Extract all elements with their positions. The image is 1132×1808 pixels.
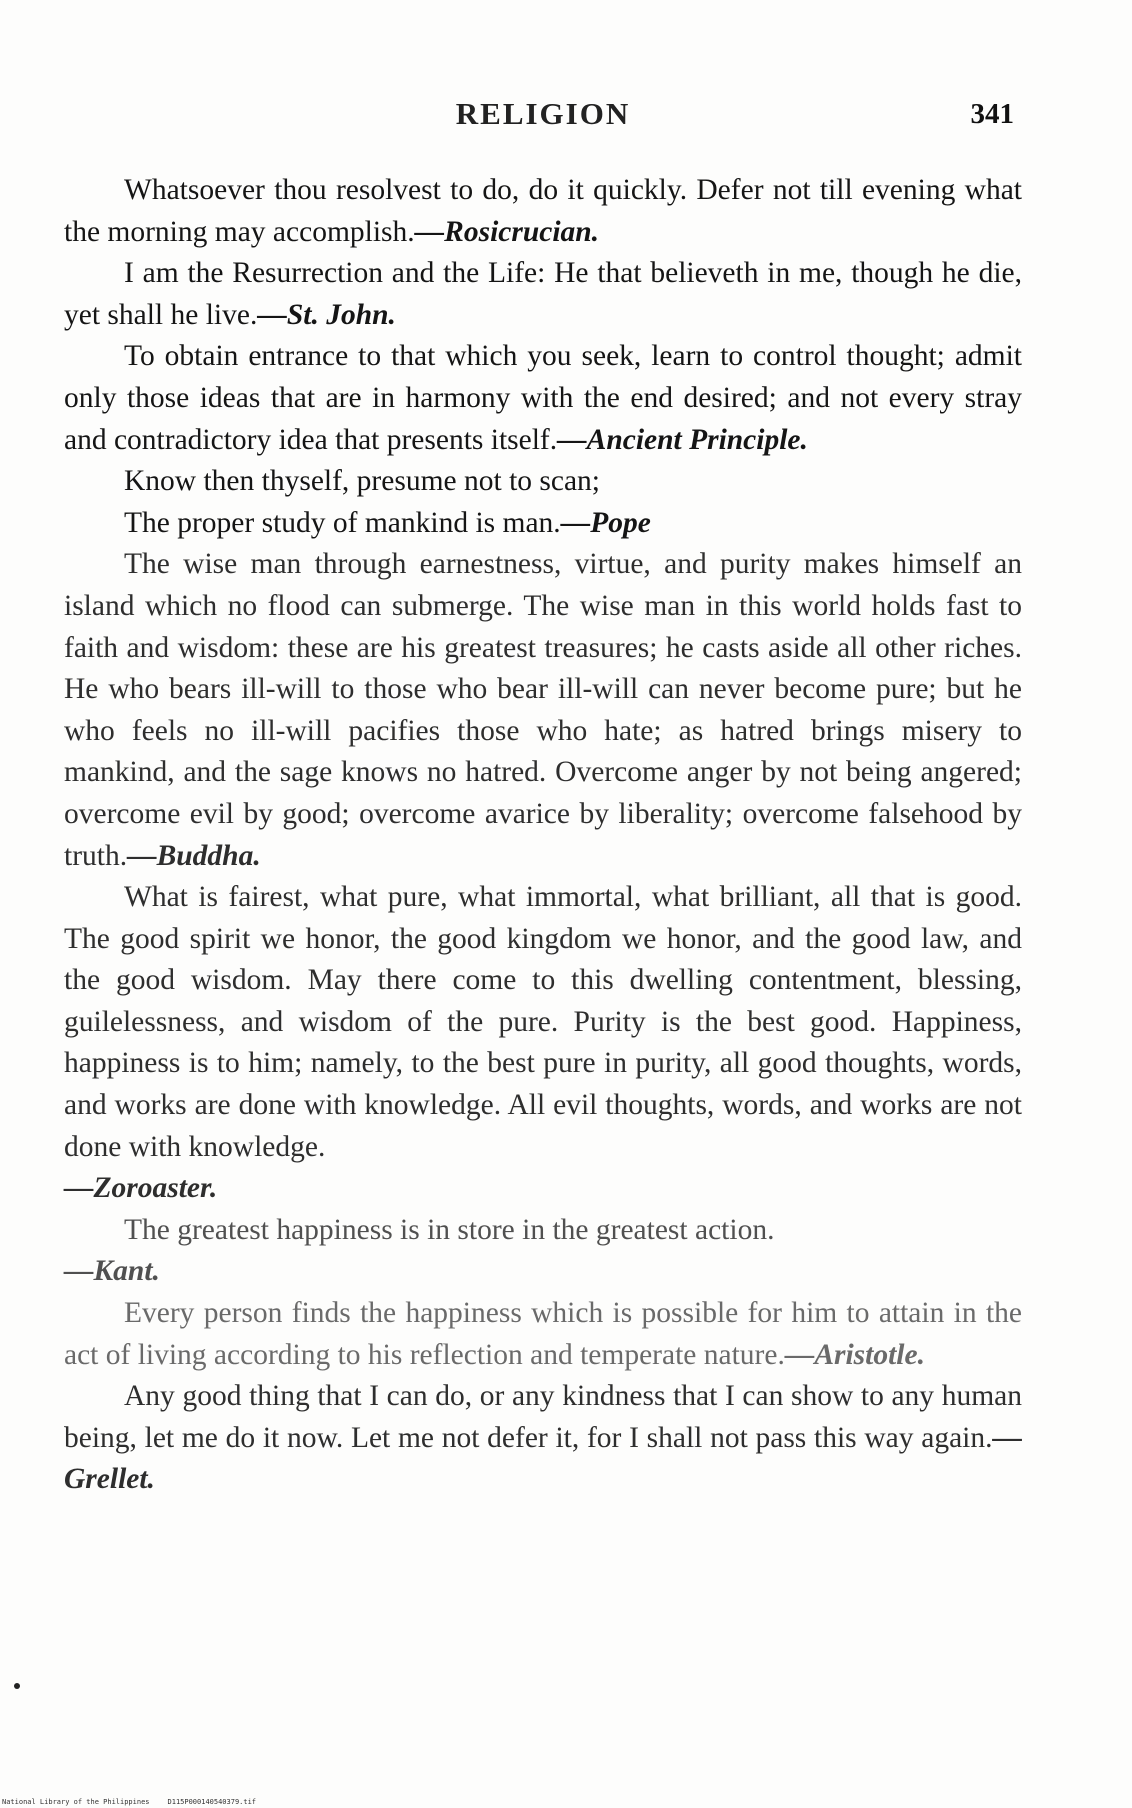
quote-attribution: —Kant. (64, 1255, 160, 1288)
scan-footer (2, 1798, 256, 1806)
quote-text: Any good thing that I can do, or any kindness that I can show to any human being, let me do it now. Let me not defer it, for I shall not pass this way again. (64, 1380, 1022, 1454)
quote-text: Know then thyself, presume not to scan; (124, 465, 601, 498)
quote-paragraph (64, 1293, 1022, 1376)
quote-text: The greatest happiness is in store in the greatest action. (124, 1213, 775, 1246)
file-identifier: D115P0001405403​79.tif (167, 1798, 257, 1806)
quote-paragraph (64, 877, 1022, 1210)
quote-text: To obtain entrance to that which you seek, learn to control thought; admit only those ideas that are in harmony with the end desired; and not every stray and contradictory idea that presents itself. (64, 340, 1022, 456)
page-number: 341 (970, 98, 1014, 130)
quote-paragraph (64, 1210, 1022, 1293)
quote-paragraph (64, 253, 1022, 336)
verse-line (64, 503, 1022, 545)
body-text (64, 170, 1022, 1501)
quote-attribution: —St. John. (257, 298, 396, 331)
quote-attribution: —Aristotle. (784, 1338, 925, 1371)
scan-speck (14, 1683, 20, 1689)
verse-line (64, 461, 1022, 503)
quote-paragraph (64, 336, 1022, 461)
quote-attribution: —Grellet. (64, 1421, 1022, 1496)
quote-text: The proper study of mankind is man. (124, 506, 561, 539)
quote-text: Whatsoever thou resolvest to do, do it quickly. Defer not till evening what the morning may accomplish. (64, 174, 1022, 248)
quote-text: I am the Resurrection and the Life: He that believeth in me, though he die, yet shall he live. (64, 257, 1022, 331)
quote-text: The wise man through earnestness, virtue, and purity makes himself an island which no flood can submerge. The wise man in this world holds fast to faith and wisdom: these are his greatest treasures; he casts aside all other riches. He who bears ill-will to those who bear ill-will can never become pure; but he who feels no ill-will pacifies those who hate; as hatred brings misery to mankind, and the sage knows no hatred. Overcome anger by not being angered; overcome evil by good; overcome avarice by liberality; overcome falsehood by truth. (64, 548, 1022, 872)
quote-attribution: —Buddha. (127, 839, 261, 872)
page-header (64, 96, 1022, 146)
quote-paragraph (64, 544, 1022, 877)
quote-text: Every person finds the happiness which is possible for him to attain in the act of living according to his reflection and temperate nature. (64, 1297, 1022, 1371)
quote-attribution: —Ancient Principle. (557, 423, 808, 456)
quote-attribution: —Pope (560, 506, 651, 539)
quote-paragraph (64, 1376, 1022, 1501)
library-credit: National Library of the Philippines (2, 1798, 150, 1806)
running-title: RELIGION (455, 96, 631, 131)
quote-text: What is fairest, what pure, what immortal, what brilliant, all that is good. The good spirit we honor, the good kingdom we honor, and the good law, and the good wisdom. May there come to this dwelling contentment, blessing, guilelessness, and wisdom of the pure. Purity is the best good. Happiness, happiness is to him; namely, to the best pure in purity, all good thoughts, words, and works are done with knowledge. All evil thoughts, words, and works are not done with knowledge. (64, 881, 1022, 1163)
quote-attribution: —Zoroaster. (64, 1172, 218, 1205)
quote-attribution: —Rosicrucian. (414, 215, 600, 248)
quote-paragraph (64, 170, 1022, 253)
